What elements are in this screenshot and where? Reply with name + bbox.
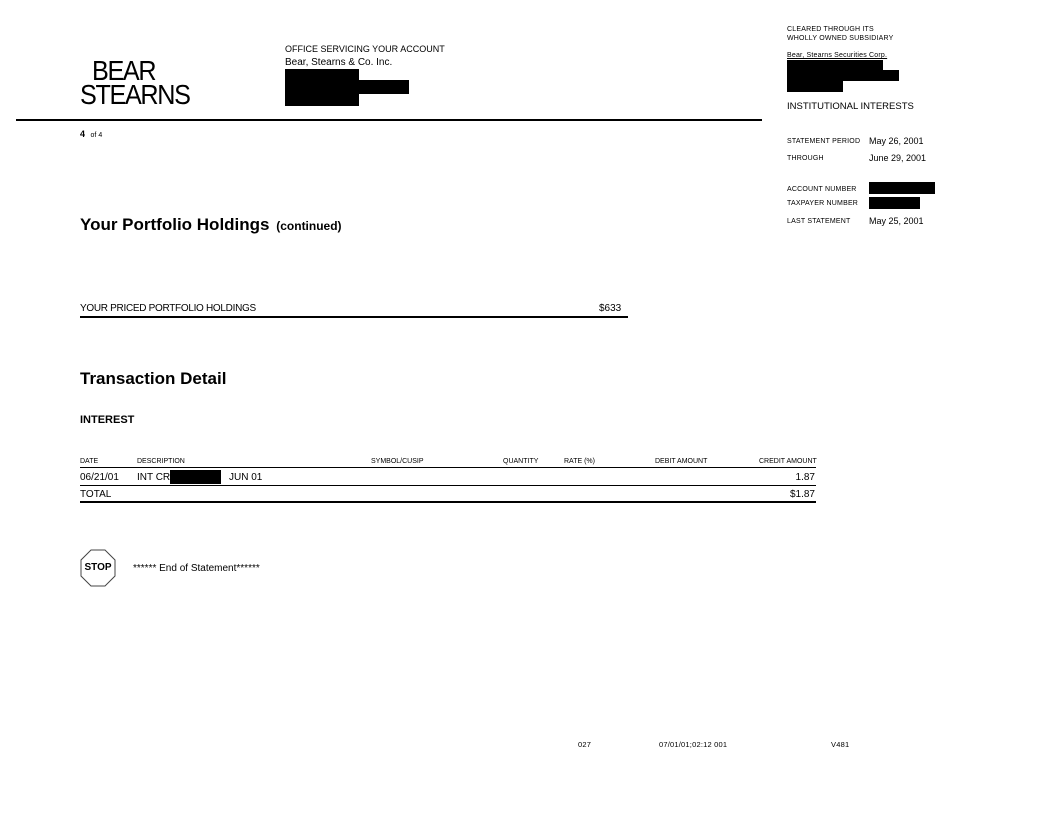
priced-holdings-rule: [80, 316, 628, 318]
taxpayer-number-label: TAXPAYER NUMBER: [787, 200, 859, 207]
logo-line-1: BEAR: [92, 55, 156, 86]
redacted-office-address-2: [355, 80, 409, 94]
page-number: 4: [80, 129, 86, 139]
page-indicator: [80, 129, 102, 139]
transaction-category: INTEREST: [80, 414, 135, 426]
page-of: of 4: [90, 132, 103, 139]
statement-period-value: May 26, 2001: [869, 136, 924, 146]
stop-sign-icon: [80, 549, 116, 587]
total-rule: [80, 501, 816, 503]
through-label: THROUGH: [787, 155, 824, 162]
cleared-company: Bear, Stearns Securities Corp.: [787, 52, 888, 59]
redacted-office-address: [285, 69, 359, 106]
row-rule: [80, 485, 816, 486]
row-description: INT CR: [137, 472, 171, 483]
col-rate: RATE (%): [564, 458, 595, 465]
header-rule: [16, 119, 762, 121]
total-credit: $1.87: [789, 489, 815, 500]
redacted-account-number: [869, 182, 935, 194]
bear-stearns-logo: [80, 55, 192, 110]
col-quantity: QUANTITY: [503, 458, 539, 465]
statement-period-label: STATEMENT PERIOD: [787, 138, 861, 145]
redacted-client-name: [787, 60, 883, 70]
footer-code-1: 027: [578, 740, 592, 749]
col-description: DESCRIPTION: [137, 458, 185, 465]
col-credit: CREDIT AMOUNT: [759, 458, 817, 465]
last-statement-value: May 25, 2001: [869, 216, 924, 226]
cleared-line-2: WHOLLY OWNED SUBSIDIARY: [787, 35, 894, 42]
table-header-rule: [80, 467, 816, 468]
cleared-line-1: CLEARED THROUGH ITS: [787, 26, 874, 33]
office-label: OFFICE SERVICING YOUR ACCOUNT: [285, 44, 445, 54]
row-credit: 1.87: [795, 472, 815, 483]
account-type: INSTITUTIONAL INTERESTS: [787, 101, 914, 112]
logo-line-2: STEARNS: [80, 79, 190, 110]
total-label: TOTAL: [80, 489, 112, 500]
redacted-description: [170, 470, 221, 484]
end-of-statement: ****** End of Statement******: [133, 563, 260, 574]
row-date: 06/21/01: [80, 472, 119, 483]
footer-timestamp: 07/01/01;02:12 001: [659, 740, 728, 749]
office-name: Bear, Stearns & Co. Inc.: [285, 57, 393, 68]
priced-holdings-label: YOUR PRICED PORTFOLIO HOLDINGS: [80, 303, 256, 314]
redacted-client-address: [787, 70, 899, 81]
portfolio-title: [80, 215, 342, 235]
portfolio-continued: (continued): [276, 219, 342, 233]
col-symbol: SYMBOL/CUSIP: [371, 458, 424, 465]
through-value: June 29, 2001: [869, 153, 927, 163]
col-debit: DEBIT AMOUNT: [655, 458, 708, 465]
transaction-detail-title: Transaction Detail: [80, 369, 227, 388]
account-number-label: ACCOUNT NUMBER: [787, 186, 857, 193]
redacted-taxpayer-number: [869, 197, 920, 209]
footer-code-2: V481: [831, 740, 850, 749]
portfolio-title-text: Your Portfolio Holdings: [80, 215, 270, 234]
stop-text: STOP: [84, 562, 112, 573]
priced-holdings-value: $633: [599, 303, 622, 314]
col-date: DATE: [80, 458, 99, 465]
last-statement-label: LAST STATEMENT: [787, 218, 851, 225]
row-description-suffix: JUN 01: [229, 472, 263, 483]
redacted-client-city: [787, 81, 843, 92]
